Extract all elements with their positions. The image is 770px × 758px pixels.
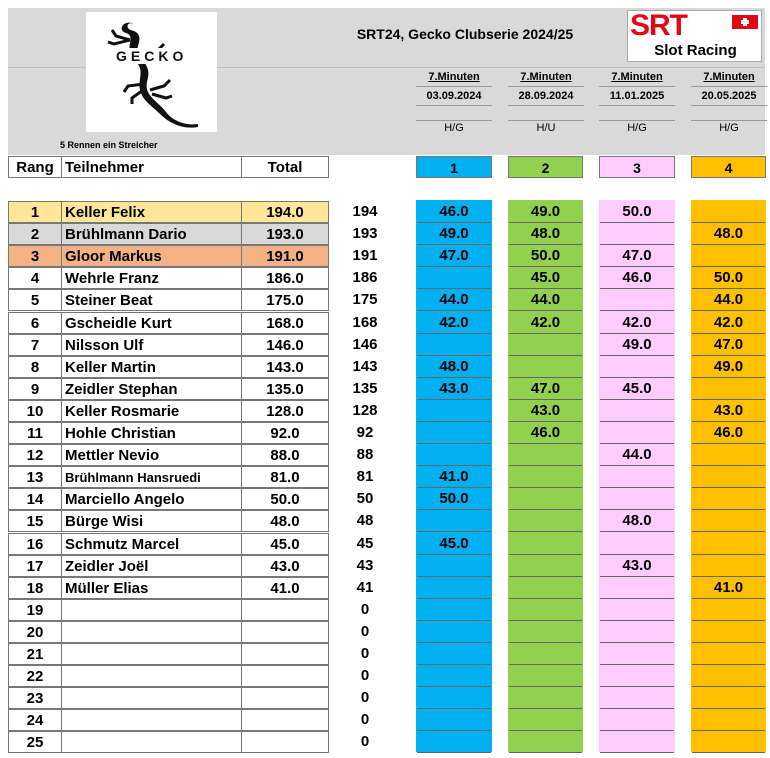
race1-cell	[417, 334, 491, 356]
rank-cell: 11	[8, 422, 62, 444]
table-row	[0, 289, 770, 311]
race-header-3	[599, 68, 675, 135]
race1-cell	[417, 577, 491, 599]
race4-cell: 41.0	[692, 577, 765, 599]
col-total-header: Total	[241, 156, 329, 178]
name-cell	[61, 709, 242, 731]
race3-cell	[600, 356, 674, 378]
race4-cell: 43.0	[692, 400, 765, 422]
total-cell: 193.0	[241, 223, 329, 245]
race1-cell: 47.0	[417, 245, 491, 267]
points-cell: 0	[360, 667, 370, 685]
name-cell: Gscheidle Kurt	[61, 312, 242, 334]
points-cell: 0	[360, 689, 370, 707]
points-cell: 143	[352, 357, 378, 375]
race2-cell	[509, 533, 582, 555]
points-cell: 0	[360, 711, 370, 729]
race2-cell: 49.0	[509, 201, 582, 223]
name-cell: Schmutz Marcel	[61, 533, 242, 555]
points-cell: 81	[356, 468, 374, 486]
race1-cell: 49.0	[417, 223, 491, 245]
name-cell: Nilsson Ulf	[61, 334, 242, 356]
race2-cell	[509, 356, 582, 378]
rank-cell: 14	[8, 488, 62, 510]
total-cell	[241, 621, 329, 643]
rank-cell: 5	[8, 289, 62, 311]
race1-cell: 48.0	[417, 356, 491, 378]
table-row	[0, 466, 770, 488]
rank-cell: 23	[8, 687, 62, 709]
race2-cell	[509, 731, 582, 753]
name-cell: Keller Felix	[61, 201, 242, 223]
table-row	[0, 267, 770, 289]
points-cell: 146	[352, 335, 378, 353]
race-lanes: H/G	[719, 122, 739, 134]
rank-cell: 19	[8, 599, 62, 621]
points-cell: 186	[352, 269, 378, 287]
race1-cell	[417, 687, 491, 709]
name-cell: Steiner Beat	[61, 289, 242, 311]
table-row	[0, 643, 770, 665]
name-cell: Bürge Wisi	[61, 510, 242, 532]
total-cell	[241, 643, 329, 665]
race3-cell	[600, 223, 674, 245]
race3-cell: 49.0	[600, 334, 674, 356]
race1-cell	[417, 643, 491, 665]
race2-cell	[509, 599, 582, 621]
total-cell: 45.0	[241, 533, 329, 555]
name-cell: Mettler Nevio	[61, 444, 242, 466]
name-cell: Zeidler Joël	[61, 555, 242, 577]
total-cell: 92.0	[241, 422, 329, 444]
race4-cell: 48.0	[692, 223, 765, 245]
race-lanes: H/G	[444, 122, 464, 134]
total-cell: 168.0	[241, 312, 329, 334]
table-row	[0, 444, 770, 466]
col-name-header: Teilnehmer	[61, 156, 242, 178]
race3-cell: 42.0	[600, 312, 674, 334]
name-cell	[61, 687, 242, 709]
rank-cell: 9	[8, 378, 62, 400]
name-cell	[61, 643, 242, 665]
table-row	[0, 422, 770, 444]
race4-cell	[692, 201, 765, 223]
race1-cell	[417, 731, 491, 753]
name-cell: Wehrle Franz	[61, 267, 242, 289]
points-cell: 0	[360, 600, 370, 618]
rank-cell: 1	[8, 201, 62, 223]
race1-cell: 50.0	[417, 488, 491, 510]
rank-cell: 4	[8, 267, 62, 289]
race2-cell	[509, 555, 582, 577]
race3-cell: 43.0	[600, 555, 674, 577]
total-cell: 128.0	[241, 400, 329, 422]
race4-cell	[692, 643, 765, 665]
points-cell: 0	[360, 733, 370, 751]
race4-cell: 47.0	[692, 334, 765, 356]
table-row	[0, 223, 770, 245]
race3-cell	[600, 422, 674, 444]
race2-cell: 46.0	[509, 422, 582, 444]
table-row	[0, 621, 770, 643]
race2-cell: 47.0	[509, 378, 582, 400]
race1-cell	[417, 709, 491, 731]
points-cell: 41	[356, 578, 374, 596]
race3-cell	[600, 665, 674, 687]
race-num-2: 2	[508, 156, 583, 178]
gecko-logo	[86, 12, 217, 132]
table-row	[0, 356, 770, 378]
race4-cell	[692, 687, 765, 709]
table-row	[0, 378, 770, 400]
race1-cell	[417, 444, 491, 466]
race1-cell: 45.0	[417, 533, 491, 555]
race4-cell	[692, 444, 765, 466]
race3-cell	[600, 577, 674, 599]
race1-cell	[417, 665, 491, 687]
rank-cell: 13	[8, 466, 62, 488]
race2-cell	[509, 577, 582, 599]
total-cell: 194.0	[241, 201, 329, 223]
total-cell: 41.0	[241, 577, 329, 599]
race1-cell	[417, 621, 491, 643]
race4-cell	[692, 245, 765, 267]
gecko-logo-text: GECKO	[116, 48, 188, 64]
points-cell: 168	[352, 313, 378, 331]
points-cell: 128	[352, 401, 378, 419]
race3-cell	[600, 687, 674, 709]
points-cell: 0	[360, 622, 370, 640]
points-cell: 48	[356, 512, 374, 530]
name-cell: Zeidler Stephan	[61, 378, 242, 400]
race4-cell	[692, 599, 765, 621]
race4-cell: 46.0	[692, 422, 765, 444]
race1-cell	[417, 555, 491, 577]
race3-cell	[600, 488, 674, 510]
srt-logo-text: SRT	[630, 9, 687, 42]
total-cell: 143.0	[241, 356, 329, 378]
race2-cell: 42.0	[509, 312, 582, 334]
srt-logo	[627, 10, 762, 62]
race4-cell: 50.0	[692, 267, 765, 289]
race3-cell	[600, 643, 674, 665]
race-lanes: H/G	[627, 122, 647, 134]
race1-cell	[417, 400, 491, 422]
race-header-2	[508, 68, 584, 135]
table-row	[0, 599, 770, 621]
race3-cell	[600, 400, 674, 422]
points-cell: 88	[356, 446, 374, 464]
race2-cell	[509, 643, 582, 665]
table-row	[0, 488, 770, 510]
race3-cell	[600, 599, 674, 621]
table-row	[0, 665, 770, 687]
race4-cell	[692, 621, 765, 643]
race3-cell	[600, 466, 674, 488]
race3-cell: 46.0	[600, 267, 674, 289]
table-row	[0, 201, 770, 223]
race3-cell	[600, 621, 674, 643]
rank-cell: 8	[8, 356, 62, 378]
total-cell: 191.0	[241, 245, 329, 267]
race-format: 7.Minuten	[691, 68, 767, 87]
race4-cell	[692, 709, 765, 731]
race1-cell	[417, 422, 491, 444]
race1-cell: 42.0	[417, 312, 491, 334]
rank-cell: 24	[8, 709, 62, 731]
points-cell: 135	[352, 379, 378, 397]
rank-cell: 16	[8, 533, 62, 555]
total-cell: 88.0	[241, 444, 329, 466]
race3-cell	[600, 533, 674, 555]
slot-racing-text: Slot Racing	[654, 42, 737, 59]
table-row	[0, 709, 770, 731]
race-format: 7.Minuten	[416, 68, 492, 87]
race4-cell: 49.0	[692, 356, 765, 378]
name-cell: Marciello Angelo	[61, 488, 242, 510]
name-cell: Gloor Markus	[61, 245, 242, 267]
race3-cell	[600, 731, 674, 753]
race2-cell: 48.0	[509, 223, 582, 245]
total-cell: 50.0	[241, 488, 329, 510]
race-date: 20.05.2025	[691, 87, 767, 106]
total-cell	[241, 665, 329, 687]
table-row	[0, 510, 770, 532]
race4-cell	[692, 378, 765, 400]
points-cell: 43	[356, 556, 374, 574]
race4-cell	[692, 466, 765, 488]
points-cell: 50	[356, 490, 374, 508]
race2-cell: 44.0	[509, 289, 582, 311]
race-num-4: 4	[691, 156, 766, 178]
name-cell	[61, 731, 242, 753]
name-cell	[61, 599, 242, 621]
table-row	[0, 577, 770, 599]
total-cell	[241, 599, 329, 621]
points-cell: 175	[352, 291, 378, 309]
points-cell: 194	[352, 203, 378, 220]
points-cell: 191	[352, 247, 378, 265]
total-cell: 175.0	[241, 289, 329, 311]
race1-cell: 44.0	[417, 289, 491, 311]
race1-cell	[417, 267, 491, 289]
race2-cell	[509, 687, 582, 709]
name-cell: Hohle Christian	[61, 422, 242, 444]
race1-cell	[417, 599, 491, 621]
race1-cell: 46.0	[417, 201, 491, 223]
table-row	[0, 312, 770, 334]
race-lanes: H/U	[536, 122, 556, 134]
race4-cell	[692, 510, 765, 532]
total-cell: 135.0	[241, 378, 329, 400]
race2-cell: 45.0	[509, 267, 582, 289]
race4-cell	[692, 555, 765, 577]
race-date: 11.01.2025	[599, 87, 675, 106]
rank-cell: 20	[8, 621, 62, 643]
rank-cell: 2	[8, 223, 62, 245]
table-row	[0, 334, 770, 356]
rank-cell: 3	[8, 245, 62, 267]
table-row	[0, 400, 770, 422]
name-cell	[61, 665, 242, 687]
rank-cell: 15	[8, 510, 62, 532]
total-cell: 81.0	[241, 466, 329, 488]
race3-cell: 48.0	[600, 510, 674, 532]
name-cell: Keller Martin	[61, 356, 242, 378]
col-rank-header: Rang	[8, 156, 62, 178]
race-date: 28.09.2024	[508, 87, 584, 106]
race3-cell: 50.0	[600, 201, 674, 223]
race2-cell	[509, 444, 582, 466]
race2-cell	[509, 709, 582, 731]
race2-cell	[509, 488, 582, 510]
total-cell	[241, 731, 329, 753]
points-cell: 45	[356, 534, 374, 552]
rank-cell: 25	[8, 731, 62, 753]
race2-cell	[509, 510, 582, 532]
rank-cell: 6	[8, 312, 62, 334]
race3-cell	[600, 709, 674, 731]
table-row	[0, 555, 770, 577]
race4-cell	[692, 731, 765, 753]
race-num-3: 3	[599, 156, 675, 178]
race1-cell: 41.0	[417, 466, 491, 488]
race4-cell	[692, 488, 765, 510]
race3-cell	[600, 289, 674, 311]
total-cell: 186.0	[241, 267, 329, 289]
points-cell: 92	[356, 424, 374, 441]
race3-cell: 45.0	[600, 378, 674, 400]
race2-cell: 43.0	[509, 400, 582, 422]
rank-cell: 12	[8, 444, 62, 466]
name-cell: Brühlmann Dario	[61, 223, 242, 245]
table-row	[0, 687, 770, 709]
race-header-1	[416, 68, 492, 135]
race2-cell	[509, 334, 582, 356]
page-title: SRT24, Gecko Clubserie 2024/25	[356, 26, 574, 42]
race-date: 03.09.2024	[416, 87, 492, 106]
table-row	[0, 731, 770, 753]
race2-cell	[509, 665, 582, 687]
race1-cell	[417, 510, 491, 532]
race-format: 7.Minuten	[508, 68, 584, 87]
rank-cell: 22	[8, 665, 62, 687]
table-row	[0, 245, 770, 267]
rank-cell: 18	[8, 577, 62, 599]
rank-cell: 10	[8, 400, 62, 422]
race1-cell: 43.0	[417, 378, 491, 400]
name-cell: Keller Rosmarie	[61, 400, 242, 422]
name-cell	[61, 621, 242, 643]
rank-cell: 21	[8, 643, 62, 665]
total-cell	[241, 687, 329, 709]
name-cell: Müller Elias	[61, 577, 242, 599]
total-cell: 43.0	[241, 555, 329, 577]
race-num-1: 1	[416, 156, 492, 178]
total-cell	[241, 709, 329, 731]
race4-cell	[692, 665, 765, 687]
rank-cell: 17	[8, 555, 62, 577]
race4-cell: 42.0	[692, 312, 765, 334]
race4-cell: 44.0	[692, 289, 765, 311]
rank-cell: 7	[8, 334, 62, 356]
total-cell: 146.0	[241, 334, 329, 356]
race-header-4	[691, 68, 767, 135]
race2-cell	[509, 621, 582, 643]
gecko-icon	[86, 12, 217, 132]
points-cell: 0	[360, 645, 370, 662]
total-cell: 48.0	[241, 510, 329, 532]
race3-cell: 44.0	[600, 444, 674, 466]
points-cell: 193	[352, 225, 378, 243]
race2-cell	[509, 466, 582, 488]
race2-cell: 50.0	[509, 245, 582, 267]
race-format: 7.Minuten	[599, 68, 675, 87]
race3-cell: 47.0	[600, 245, 674, 267]
swiss-flag-icon	[732, 15, 758, 29]
table-row	[0, 533, 770, 555]
name-cell: Brühlmann Hansruedi	[61, 466, 242, 488]
note-text: 5 Rennen ein Streicher	[60, 140, 158, 150]
race4-cell	[692, 533, 765, 555]
